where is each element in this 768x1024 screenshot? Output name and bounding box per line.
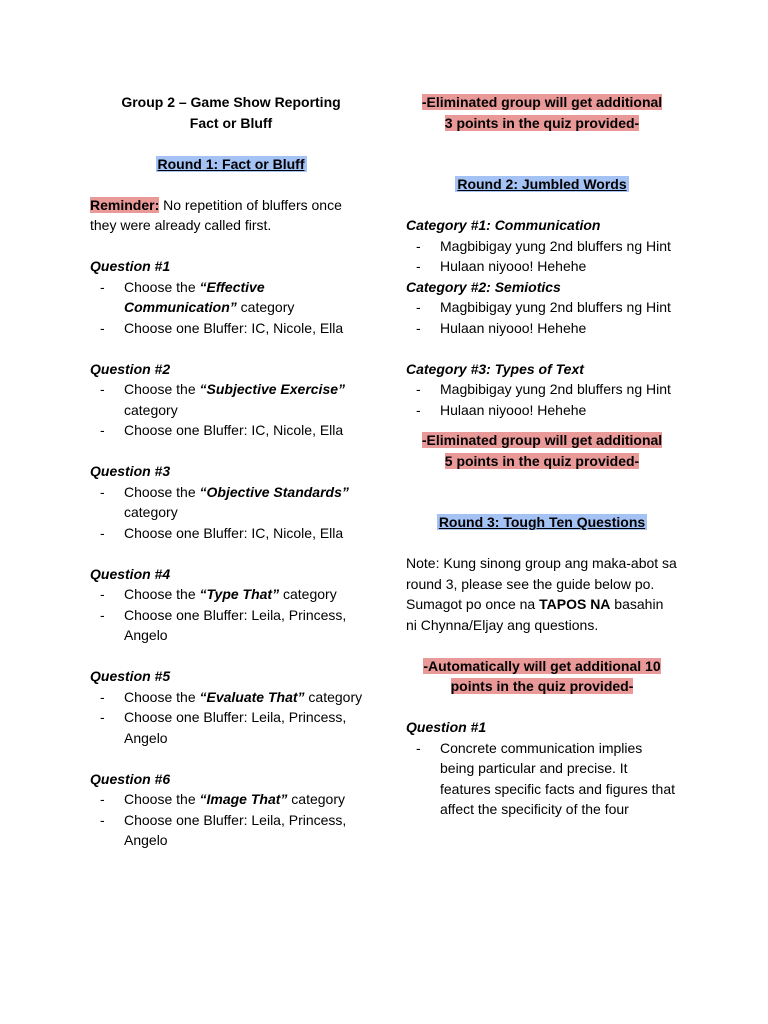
choose-prefix: Choose the <box>124 381 200 397</box>
round2-heading: Round 2: Jumbled Words <box>457 176 627 192</box>
question-choose-item <box>90 687 372 708</box>
category-label: Category #3: Types of Text <box>406 360 584 377</box>
question-choose-item <box>90 482 372 523</box>
category-name: “Evaluate That” <box>199 688 305 705</box>
question-label: Question #4 <box>90 565 171 582</box>
question-block <box>90 338 372 441</box>
banner-automatic-10 <box>406 656 678 697</box>
choose-prefix: Choose the <box>124 586 200 602</box>
banner-eliminated-3 <box>406 92 678 133</box>
question-label: Question #5 <box>90 668 171 684</box>
category-item: - Hulaan niyooo! Hehehe <box>406 256 678 277</box>
doc-title-line1: Group 2 – Game Show Reporting <box>121 94 341 110</box>
round3-question1-text: - Concrete communication implies being particular and precise. It features specific facts and figures that affect the specificity of the four <box>406 738 678 820</box>
question-choose-item <box>90 379 372 420</box>
question-label: Question #6 <box>90 770 171 787</box>
category-item: - Hulaan niyooo! Hehehe <box>406 400 678 421</box>
question-bluffer-item: - Choose one Bluffer: IC, Nicole, Ella <box>90 420 372 441</box>
category-list <box>406 236 678 277</box>
category-item: - Magbibigay yung 2nd bluffers ng Hint <box>406 236 678 257</box>
round1-questions <box>90 236 372 851</box>
category-item: - Magbibigay yung 2nd bluffers ng Hint <box>406 379 678 400</box>
category-name: “Image That” <box>199 791 288 807</box>
reminder <box>90 195 372 236</box>
question-list <box>90 789 372 851</box>
question-bluffer-item: - Choose one Bluffer: IC, Nicole, Ella <box>90 318 372 339</box>
question-block <box>90 543 372 646</box>
question-block <box>90 236 372 339</box>
category-name: “Type That” <box>199 586 280 602</box>
round1-heading-wrap <box>90 154 372 175</box>
banner-automatic-10-line2: points in the quiz provided- <box>450 678 634 694</box>
banner-eliminated-5-line2: 5 points in the quiz provided- <box>444 452 640 469</box>
category-label: Category #2: Semiotics <box>406 278 561 295</box>
question-list <box>90 482 372 544</box>
choose-prefix: Choose the <box>124 278 200 295</box>
category-block <box>406 277 678 339</box>
choose-prefix: Choose the <box>124 483 200 500</box>
question-list <box>90 687 372 749</box>
banner-automatic-10-line1: -Automatically will get additional 10 <box>423 657 661 674</box>
question-block <box>90 441 372 544</box>
question-choose-item <box>90 584 372 605</box>
question-block <box>90 646 372 749</box>
question-bluffer-item: - Choose one Bluffer: IC, Nicole, Ella <box>90 523 372 544</box>
question-choose-item <box>90 789 372 810</box>
category-list <box>406 379 678 420</box>
question-bluffer-item: - Choose one Bluffer: Leila, Princess, Angelo <box>90 810 372 851</box>
question-label: Question #3 <box>90 463 171 479</box>
category-block <box>406 215 678 277</box>
round3-question1-list <box>406 738 678 820</box>
question-choose-item <box>90 277 372 318</box>
round2-heading-wrap <box>406 174 678 195</box>
round3-heading-wrap <box>406 512 678 533</box>
category-name: “Objective Standards” <box>199 483 349 500</box>
banner-eliminated-3-line1: -Eliminated group will get additional <box>421 94 663 110</box>
banner-eliminated-5 <box>406 430 678 471</box>
category-item: - Hulaan niyooo! Hehehe <box>406 318 678 339</box>
reminder-text: No repetition of bluffers once they were already called first. <box>90 196 342 233</box>
choose-suffix: category <box>304 688 363 705</box>
question-label: Question #1 <box>90 258 171 274</box>
choose-prefix: Choose the <box>124 791 200 807</box>
left-column <box>90 92 372 851</box>
question-bluffer-item: - Choose one Bluffer: Leila, Princess, Angelo <box>90 707 372 748</box>
choose-suffix: category <box>279 586 337 602</box>
note-text-before: Note: Kung sinong group ang maka-abot sa round 3, please see the guide below po. Sumagot po once na <box>406 555 677 612</box>
question-list <box>90 277 372 339</box>
doc-title-line2: Fact or Bluff <box>189 114 273 131</box>
category-name: “Subjective Exercise” <box>199 381 346 397</box>
category-block <box>406 338 678 420</box>
question-list <box>90 379 372 441</box>
round3-question1-label: Question #1 <box>406 719 487 735</box>
round3-heading: Round 3: Tough Ten Questions <box>438 514 646 530</box>
question-block <box>90 748 372 851</box>
right-column <box>406 92 678 820</box>
choose-suffix: category <box>236 299 295 315</box>
banner-eliminated-3-line2: 3 points in the quiz provided- <box>444 114 640 131</box>
category-name: “Effective Communication” <box>124 278 265 315</box>
doc-title <box>90 92 372 133</box>
category-list <box>406 297 678 338</box>
round3-note <box>406 553 678 635</box>
reminder-label: Reminder: <box>90 196 160 213</box>
category-label: Category #1: Communication <box>406 217 601 233</box>
choose-suffix: category <box>124 401 178 418</box>
choose-suffix: category <box>287 791 345 807</box>
question-list <box>90 584 372 646</box>
banner-eliminated-5-line1: -Eliminated group will get additional <box>421 432 663 448</box>
choose-suffix: category <box>124 504 178 520</box>
note-bold: TAPOS NA <box>539 596 611 612</box>
question-label: Question #2 <box>90 360 171 377</box>
question-bluffer-item: - Choose one Bluffer: Leila, Princess, Angelo <box>90 605 372 646</box>
category-item: - Magbibigay yung 2nd bluffers ng Hint <box>406 297 678 318</box>
round2-categories <box>406 215 678 420</box>
choose-prefix: Choose the <box>124 688 200 705</box>
round1-heading: Round 1: Fact or Bluff <box>157 155 305 172</box>
note-text-after: basahin ni Chynna/Eljay ang questions. <box>406 596 664 633</box>
